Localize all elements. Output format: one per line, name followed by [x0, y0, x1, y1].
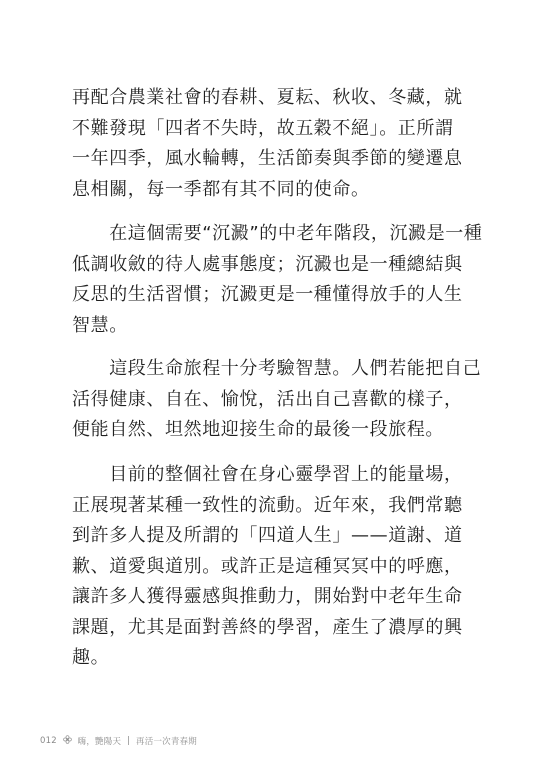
text-line: 一年四季，風水輪轉，生活節奏與季節的變遷息: [72, 148, 463, 169]
text-line: 正展現著某種一致性的流動。近年來，我們常聽: [72, 494, 463, 516]
book-title: 嗨，艷陽天: [77, 737, 122, 747]
text-line: 到許多人提及所謂的「四道人生」——道謝、道: [72, 525, 463, 546]
text-line: 活得健康、自在、愉悅，活出自己喜歡的樣子，: [72, 388, 463, 410]
text-line: 息相關，每一季都有其不同的使命。: [72, 178, 370, 200]
text-line: 歉、道愛與道別。或許正是這種冥冥中的呼應，: [72, 555, 463, 577]
paragraph-3: [72, 354, 482, 446]
paragraph-1: [72, 83, 472, 205]
text-line: 反思的生活習慣；沉澱更是一種懂得放手的人生: [72, 284, 463, 305]
text-line: 讓許多人獲得靈感與推動力，開始對中老年生命: [72, 586, 463, 607]
page-footer: [40, 735, 197, 747]
text-line: 便能自然、坦然地迎接生命的最後一段旅程。: [72, 419, 444, 440]
text-line: 這段生命旅程十分考驗智慧。人們若能把自己: [72, 358, 482, 379]
text-line: 趣。: [72, 647, 110, 668]
book-subtitle: 再活一次青春期: [136, 737, 197, 747]
text-line: 課題，尤其是面對善終的學習，產生了濃厚的興: [72, 616, 463, 638]
text-line: 目前的整個社會在身心靈學習上的能量場，: [72, 464, 463, 485]
paragraph-4: [72, 460, 472, 674]
text-line: 智慧。: [72, 314, 128, 336]
text-line: 在這個需要“沉澱”的中老年階段，沉澱是一種: [72, 223, 483, 244]
text-line: 不難發現「四者不失時，故五穀不絕」。正所謂: [72, 117, 454, 139]
footer-divider: |: [127, 736, 131, 746]
flower-icon: [60, 735, 75, 747]
paragraph-2: [72, 219, 483, 341]
page-number: 012: [40, 736, 57, 746]
text-line: 低調收斂的待人處事態度；沉澱也是一種總結與: [72, 253, 463, 275]
text-line: 再配合農業社會的春耕、夏耘、秋收、冬藏，就: [72, 87, 463, 108]
